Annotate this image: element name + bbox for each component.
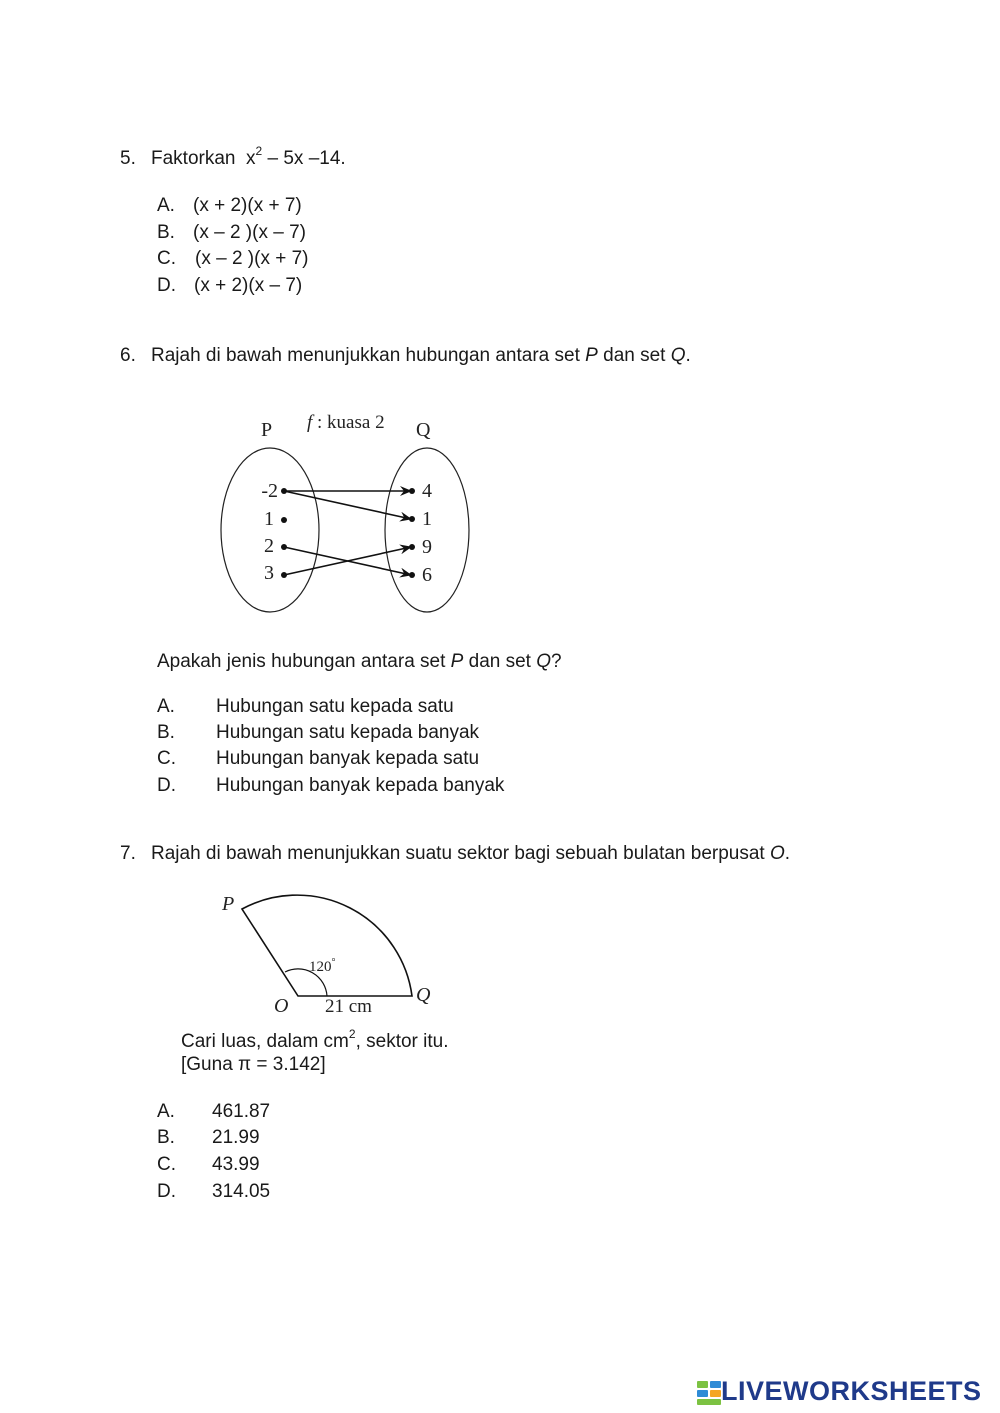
- q5-option-d-letter: D.: [157, 275, 176, 296]
- q6-question-q: Q: [536, 651, 552, 672]
- q7-prompt: [151, 843, 790, 865]
- q-element-3: 9: [422, 536, 432, 558]
- p-element-1: -2: [261, 480, 278, 502]
- set-p-label: P: [261, 419, 273, 441]
- q7-prompt-o: O: [769, 843, 785, 864]
- label-p: P: [222, 893, 235, 915]
- function-name: f: [307, 412, 313, 433]
- p-element-4: 3: [264, 562, 274, 584]
- q6-option-b-text: Hubungan satu kepada banyak: [216, 722, 480, 743]
- q5-option-a-letter: A.: [157, 195, 175, 216]
- label-q: Q: [416, 984, 431, 1006]
- q7-number: 7.: [120, 843, 136, 864]
- liveworksheets-wordmark: LIVEWORKSHEETS: [721, 1376, 982, 1406]
- q7-instruction-b: , sektor itu.: [355, 1031, 449, 1052]
- q7-sector-diagram: [210, 880, 450, 1025]
- sector-outline: [242, 895, 412, 996]
- q7-option-a[interactable]: [157, 1101, 271, 1123]
- q7-prompt-b: .: [784, 843, 791, 864]
- set-q-label: Q: [416, 419, 431, 441]
- q6-option-d-text: Hubungan banyak kepada banyak: [216, 775, 505, 796]
- angle-label: [309, 957, 336, 975]
- set-p-ellipse: [221, 448, 319, 612]
- q5-option-c[interactable]: [157, 248, 309, 270]
- q7-options: [157, 1101, 457, 1211]
- q6-option-a-text: Hubungan satu kepada satu: [216, 696, 454, 717]
- q6-option-c-letter: C.: [157, 748, 176, 769]
- q6-question-b: dan set: [463, 651, 537, 672]
- q7-hint: [Guna π = 3.142]: [181, 1054, 326, 1075]
- q6-prompt-b: dan set: [597, 345, 671, 366]
- q5-option-a[interactable]: [157, 195, 302, 217]
- q6-option-a[interactable]: [157, 696, 454, 718]
- q5-option-c-letter: C.: [157, 248, 176, 269]
- q6-question: [157, 651, 562, 673]
- q6-option-b[interactable]: [157, 722, 480, 744]
- q6-prompt-a: Rajah di bawah menunjukkan hubungan antara set: [151, 345, 586, 366]
- radius-label: 21 cm: [325, 996, 372, 1017]
- q5-option-d-text: (x + 2)(x – 7): [194, 275, 303, 296]
- angle-value: 120: [309, 959, 332, 975]
- q5-expr-exp: 2: [255, 143, 263, 158]
- q6-option-c[interactable]: [157, 748, 480, 770]
- liveworksheets-logo-icon: [697, 1381, 721, 1405]
- q7-option-b-text: 21.99: [212, 1127, 260, 1148]
- q6-prompt-c: .: [685, 345, 691, 366]
- function-rule: : kuasa 2: [312, 412, 385, 433]
- q6-arrow-diagram: [200, 400, 500, 625]
- q6-option-d[interactable]: [157, 775, 505, 797]
- q6-option-d-letter: D.: [157, 775, 176, 796]
- q6-number: 6.: [120, 345, 136, 366]
- q5-expr-base: x: [246, 148, 256, 169]
- q6-prompt-q: Q: [670, 345, 686, 366]
- q7-option-d[interactable]: [157, 1181, 271, 1203]
- q7-option-d-letter: D.: [157, 1181, 176, 1202]
- q6-prompt: [151, 345, 691, 367]
- q6-prompt-p: P: [585, 345, 598, 366]
- q5-option-a-text: (x + 2)(x + 7): [193, 195, 302, 216]
- p-element-3: 2: [264, 535, 274, 557]
- angle-unit: °: [331, 957, 336, 968]
- set-q-ellipse: [385, 448, 469, 612]
- q6-question-a: Apakah jenis hubungan antara set: [157, 651, 451, 672]
- q7-option-c-text: 43.99: [212, 1154, 260, 1175]
- q7-option-b[interactable]: [157, 1127, 260, 1149]
- q6-option-a-letter: A.: [157, 696, 175, 717]
- q6-options: [157, 696, 577, 806]
- q7-option-b-letter: B.: [157, 1127, 175, 1148]
- q5-expr-rest: – 5x –14.: [262, 148, 346, 169]
- q6-question-c: ?: [551, 651, 562, 672]
- q6-option-b-letter: B.: [157, 722, 175, 743]
- mapping-arrow-2: [284, 491, 411, 519]
- q7-instruction: [181, 1026, 449, 1053]
- liveworksheets-brand[interactable]: [697, 1376, 995, 1408]
- q6-option-c-text: Hubungan banyak kepada satu: [216, 748, 480, 769]
- q5-option-b-letter: B.: [157, 222, 175, 243]
- q7-option-a-text: 461.87: [212, 1101, 271, 1122]
- function-label: [307, 412, 385, 433]
- q5-option-c-text: (x – 2 )(x + 7): [195, 248, 309, 269]
- q5-options: [157, 195, 457, 307]
- q5-prompt: [151, 143, 346, 170]
- q7-prompt-a: Rajah di bawah menunjukkan suatu sektor bagi sebuah bulatan berpusat: [151, 843, 770, 864]
- q5-prompt-text: Faktorkan: [151, 148, 236, 169]
- q7-option-c[interactable]: [157, 1154, 260, 1176]
- p-element-2: 1: [264, 508, 274, 530]
- q7-instruction-exp: 2: [348, 1026, 356, 1041]
- q7-option-d-text: 314.05: [212, 1181, 271, 1202]
- q7-option-c-letter: C.: [157, 1154, 176, 1175]
- q5-option-d[interactable]: [157, 275, 303, 297]
- q-element-4: 6: [422, 564, 432, 586]
- p-dot-2: [281, 517, 287, 523]
- q7-option-a-letter: A.: [157, 1101, 175, 1122]
- q-element-1: 4: [422, 480, 432, 502]
- q5-option-b-text: (x – 2 )(x – 7): [193, 222, 306, 243]
- q5-option-b[interactable]: [157, 222, 306, 244]
- q5-number: 5.: [120, 148, 136, 169]
- label-o: O: [274, 995, 289, 1017]
- q6-question-p: P: [450, 651, 464, 672]
- q-element-2: 1: [422, 508, 432, 530]
- q7-instruction-a: Cari luas, dalam cm: [181, 1031, 349, 1052]
